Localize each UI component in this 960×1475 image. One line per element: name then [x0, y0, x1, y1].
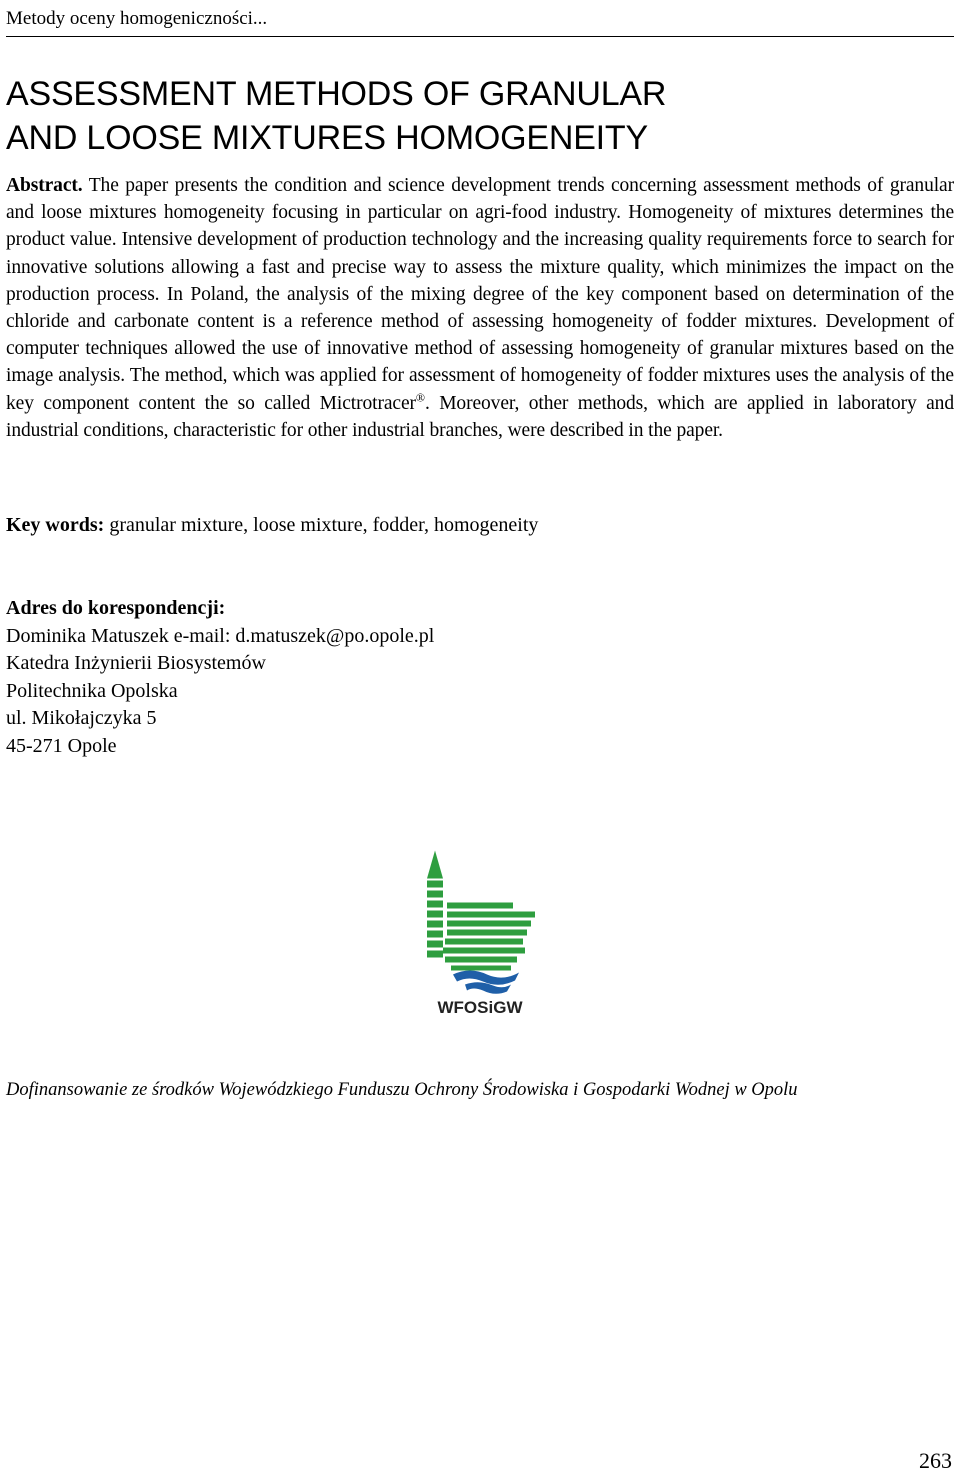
keywords-label: Key words: — [6, 514, 105, 536]
address-line: Politechnika Opolska — [6, 679, 178, 702]
page-number: 263 — [919, 1448, 952, 1473]
running-head: Metody oceny homogeniczności... — [6, 8, 268, 29]
header-rule — [6, 36, 954, 37]
title-line-1: ASSESSMENT METHODS OF GRANULAR — [6, 75, 667, 113]
abstract-text-2: . Moreover, other methods, which are applied in laboratory and industrial conditions, characteristic for other industrial branches, were described in the paper. — [6, 392, 954, 441]
address-line: 45-271 Opole — [6, 734, 117, 757]
keywords — [6, 514, 538, 537]
address-line: ul. Mikołajczyka 5 — [6, 707, 157, 729]
abstract — [6, 172, 954, 444]
abstract-label: Abstract. — [6, 175, 83, 196]
title-line-2: AND LOOSE MIXTURES HOMOGENEITY — [6, 119, 648, 157]
abstract-text-1: The paper presents the condition and science development trends concerning assessment methods of granular and loose mixtures homogeneity focusing in particular on agri-food industry. Homogeneity of mixtures determines the product value. Intensive development of production technology and the increasing quality requirements force to search for innovative solutions allowing a fast and precise way to assess the mixture quality, which minimizes the impact on the production process. In Poland, the analysis of the mixing degree of the key component based on determination of the chloride and carbonate content is a reference method of assessing homogeneity of fodder mixtures. Development of computer techniques allowed the use of innovative method of assessing homogeneity of granular mixtures based on the image analysis. The method, which was applied for assessment of homogeneity of fodder mixtures uses the analysis of the key component content the so called Mictrotracer — [6, 175, 954, 414]
correspondence-address — [6, 595, 434, 760]
wfosigw-logo-icon — [415, 838, 545, 1023]
correspondence-heading: Adres do korespondencji: — [6, 597, 226, 619]
funding-note: Dofinansowanie ze środków Wojewódzkiego Funduszu Ochrony Środowiska i Gospodarki Wodnej w Opolu — [6, 1080, 798, 1100]
keywords-text: granular mixture, loose mixture, fodder, homogeneity — [104, 514, 539, 536]
address-line: Katedra Inżynierii Biosystemów — [6, 652, 266, 674]
logo-wordmark: WFOSiGW — [437, 998, 523, 1017]
address-line: Dominika Matuszek e-mail: d.matuszek@po.opole.pl — [6, 624, 435, 647]
registered-mark: ® — [415, 390, 425, 405]
paper-title — [6, 72, 946, 160]
